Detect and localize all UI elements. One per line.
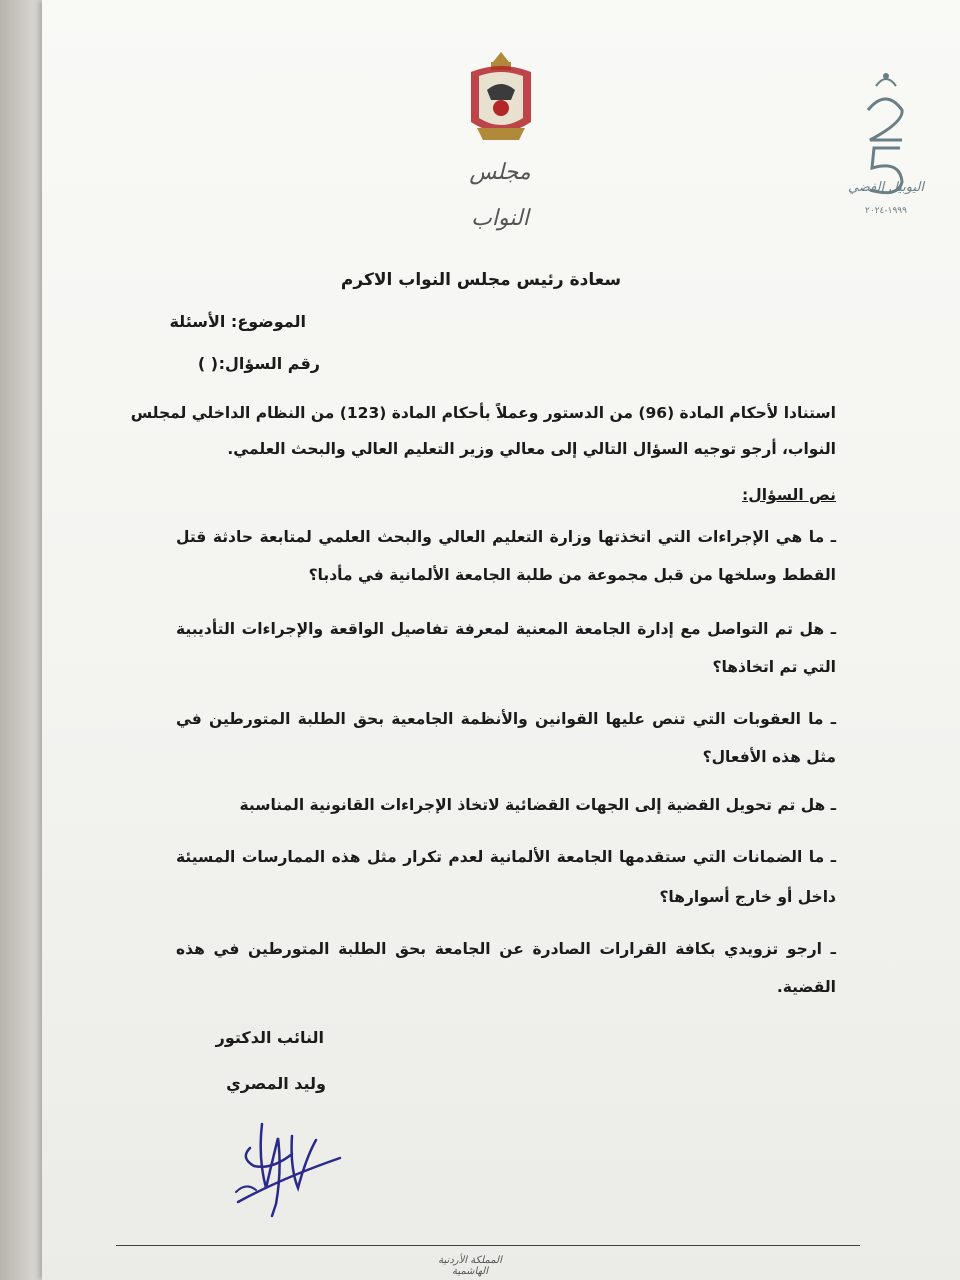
question-6-line-2: القضية. (776, 978, 836, 996)
question-1-line-2: القطط وسلخها من قبل مجموعة من طلبة الجامعة الألمانية في مأدبا؟ (308, 566, 836, 584)
question-4-line-1: ـ هل تم تحويل القضية إلى الجهات القضائية لاتخاذ الإجراءات القانونية المناسبة (239, 796, 836, 814)
question-3-line-1: ـ ما العقوبات التي تنص عليها القوانين والأنظمة الجامعية بحق الطلبة المتورطين في (176, 710, 836, 728)
question-2-line-2: التي تم اتخاذها؟ (712, 658, 836, 676)
question-1-line-1: ـ ما هي الإجراءات التي اتخذتها وزارة التعليم العالي والبحث العلمي لمتابعة حادثة قتل (176, 528, 836, 546)
jubilee-25-logo (846, 58, 926, 228)
question-number-label: رقم السؤال: (218, 354, 320, 373)
question-2-line-1: ـ هل تم التواصل مع إدارة الجامعة المعنية لمعرفة تفاصيل الواقعة والإجراءات التأديبية (176, 620, 836, 638)
question-5-line-2: داخل أو خارج أسوارها؟ (659, 888, 836, 906)
question-heading: نص السؤال: (742, 486, 836, 504)
addressee-line: سعادة رئيس مجلس النواب الاكرم (340, 270, 622, 290)
footer-divider (116, 1245, 860, 1246)
intro-line-1: استنادا لأحكام المادة (96) من الدستور وعملاً بأحكام المادة (123) من النظام الداخلي لمجلس (130, 404, 836, 422)
signatory-name: وليد المصري (226, 1074, 326, 1093)
signatory-title: النائب الدكتور (215, 1028, 324, 1047)
jubilee-title: اليوبيل الفضي (848, 180, 924, 195)
question-5-line-1: ـ ما الضمانات التي ستقدمها الجامعة الألمانية لعدم تكرار مثل هذه الممارسات المسيئة (176, 848, 836, 866)
handwritten-signature (232, 1118, 344, 1218)
question-6-line-1: ـ ارجو تزويدي بكافة القرارات الصادرة عن الجامعة بحق الطلبة المتورطين في هذه (176, 940, 836, 958)
council-logo: مجلس النواب (469, 160, 531, 231)
question-3-line-2: مثل هذه الأفعال؟ (702, 748, 836, 766)
intro-line-2: النواب، أرجو توجيه السؤال التالي إلى معالي وزير التعليم العالي والبحث العلمي. (227, 440, 836, 458)
footer-text: المملكة الأردنية الهاشمية (438, 1255, 502, 1277)
subject-line: الموضوع: الأسئلة (169, 312, 306, 331)
question-number-value: ( ) (197, 354, 219, 373)
desk-background (0, 0, 48, 1280)
coat-of-arms-icon (463, 50, 539, 146)
jubilee-years: ١٩٩٩-٢٠٢٤ (865, 206, 907, 216)
